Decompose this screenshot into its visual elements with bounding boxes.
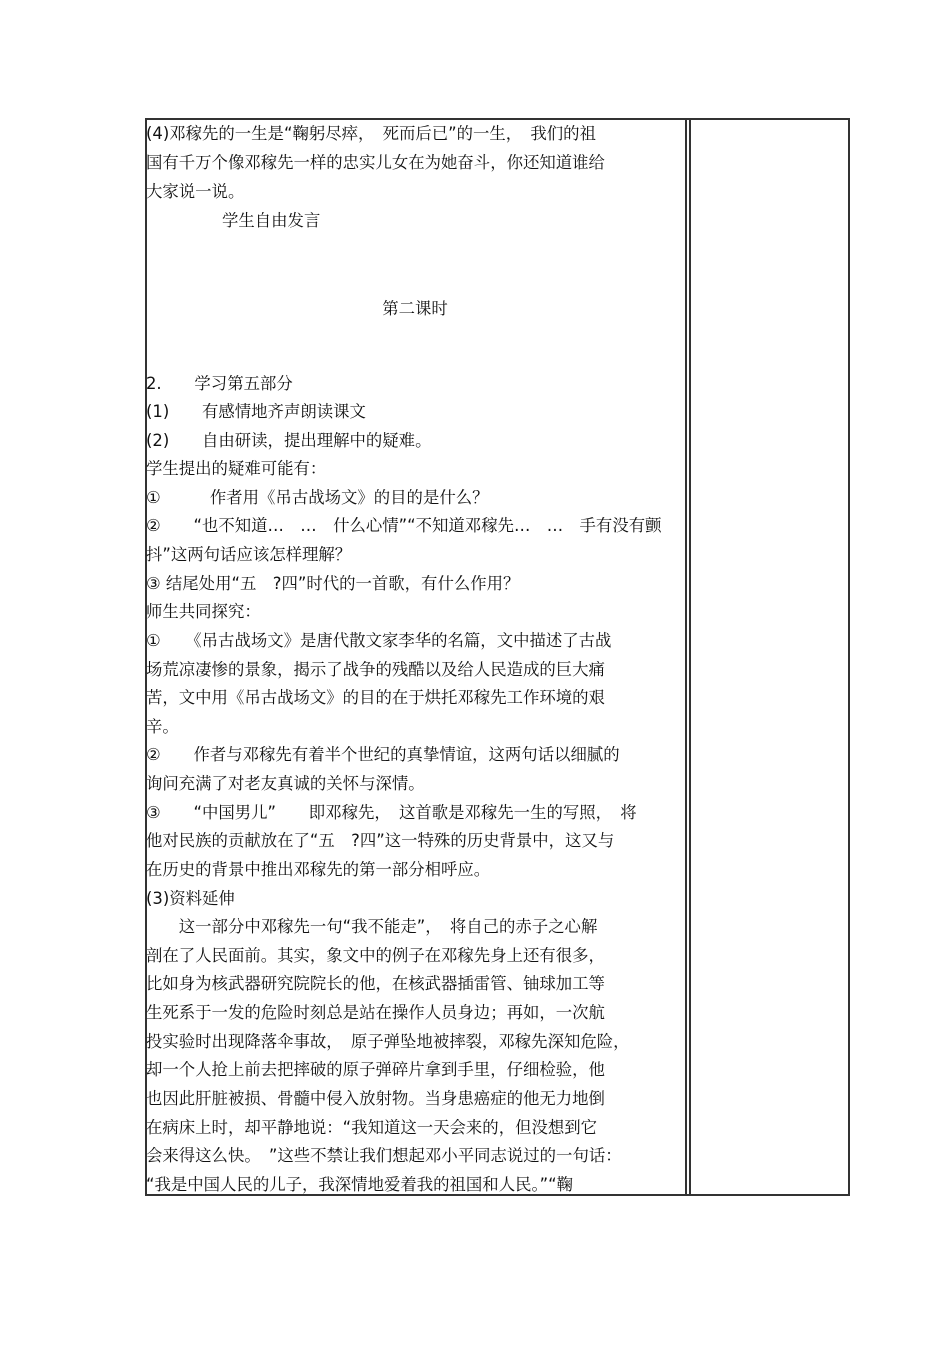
text-line: (3)资料延伸 [146, 889, 235, 908]
text-line: (1) 有感情地齐声朗读课文 [146, 402, 366, 421]
text-line: ① 《吊古战场文》是唐代散文家李华的名篇，文中描述了古战 [146, 631, 612, 650]
text-line: 他对民族的贡献放在了“五 ?四”这一特殊的历史背景中，这又与 [146, 831, 615, 850]
section-title: 第二课时 [382, 299, 448, 318]
text-line: 抖”这两句话应该怎样理解？ [146, 545, 352, 564]
text-line: 剖在了人民面前。其实，象文中的例子在邓稼先身上还有很多， [146, 946, 605, 965]
text-line: 投实验时出现降落伞事故， 原子弹坠地被摔裂，邓稼先深知危险， [146, 1032, 630, 1051]
text-line: 2. 学习第五部分 [146, 374, 293, 393]
text-line: “我是中国人民的儿子，我深情地爱着我的祖国和人民。”“鞠 [146, 1175, 574, 1194]
text-line: ③ 结尾处用“五 ?四”时代的一首歌，有什么作用？ [146, 574, 520, 593]
text-line: (2) 自由研读，提出理解中的疑难。 [146, 431, 432, 450]
text-line: 比如身为核武器研究院院长的他，在核武器插雷管、铀球加工等 [146, 974, 605, 993]
text-line: 学生提出的疑难可能有： [146, 459, 327, 478]
text-line: ② 作者与邓稼先有着半个世纪的真挚情谊，这两句话以细腻的 [146, 745, 620, 764]
text-line: 师生共同探究： [146, 602, 261, 621]
column-divider [685, 118, 687, 1196]
text-line: 在历史的背景中推出邓稼先的第一部分相呼应。 [146, 860, 491, 879]
text-line: 这一部分中邓稼先一句“我不能走”， 将自己的赤子之心解 [146, 917, 598, 936]
text-line: 大家说一说。 [146, 182, 245, 201]
table-top-border [145, 118, 850, 120]
text-line: 场荒凉凄惨的景象，揭示了战争的残酷以及给人民造成的巨大痛 [146, 660, 605, 679]
text-line: 苦，文中用《吊古战场文》的目的在于烘托邓稼先工作环境的艰 [146, 688, 605, 707]
text-line: 也因此肝脏被损、骨髓中侵入放射物。当身患癌症的他无力地倒 [146, 1089, 605, 1108]
text-line: (4)邓稼先的一生是“鞠躬尽瘁， 死而后已”的一生， 我们的祖 [146, 124, 596, 143]
column-divider-double [689, 118, 691, 1196]
notes-column-cell [692, 121, 846, 1193]
text-line: ② “也不知道… … 什么心情”“不知道邓稼先… … 手有没有颤 [146, 516, 662, 535]
text-line: 在病床上时，却平静地说：“我知道这一天会来的，但没想到它 [146, 1118, 598, 1137]
text-line: ① 作者用《吊古战场文》的目的是什么？ [146, 488, 489, 507]
text-line: 辛。 [146, 717, 179, 736]
text-line: 询问充满了对老友真诚的关怀与深情。 [146, 774, 425, 793]
text-line: ③ “中国男儿” 即邓稼先， 这首歌是邓稼先一生的写照， 将 [146, 803, 637, 822]
table-right-border [848, 118, 850, 1196]
text-line: 却一个人抢上前去把摔破的原子弹碎片拿到手里，仔细检验，他 [146, 1060, 605, 1079]
text-line: 国有千万个像邓稼先一样的忠实儿女在为她奋斗，你还知道谁给 [146, 153, 605, 172]
student-speech-label: 学生自由发言 [222, 211, 321, 230]
text-line: 生死系于一发的危险时刻总是站在操作人员身边；再如，一次航 [146, 1003, 605, 1022]
text-line: 会来得这么快。 ”这些不禁让我们想起邓小平同志说过的一句话： [146, 1146, 622, 1165]
